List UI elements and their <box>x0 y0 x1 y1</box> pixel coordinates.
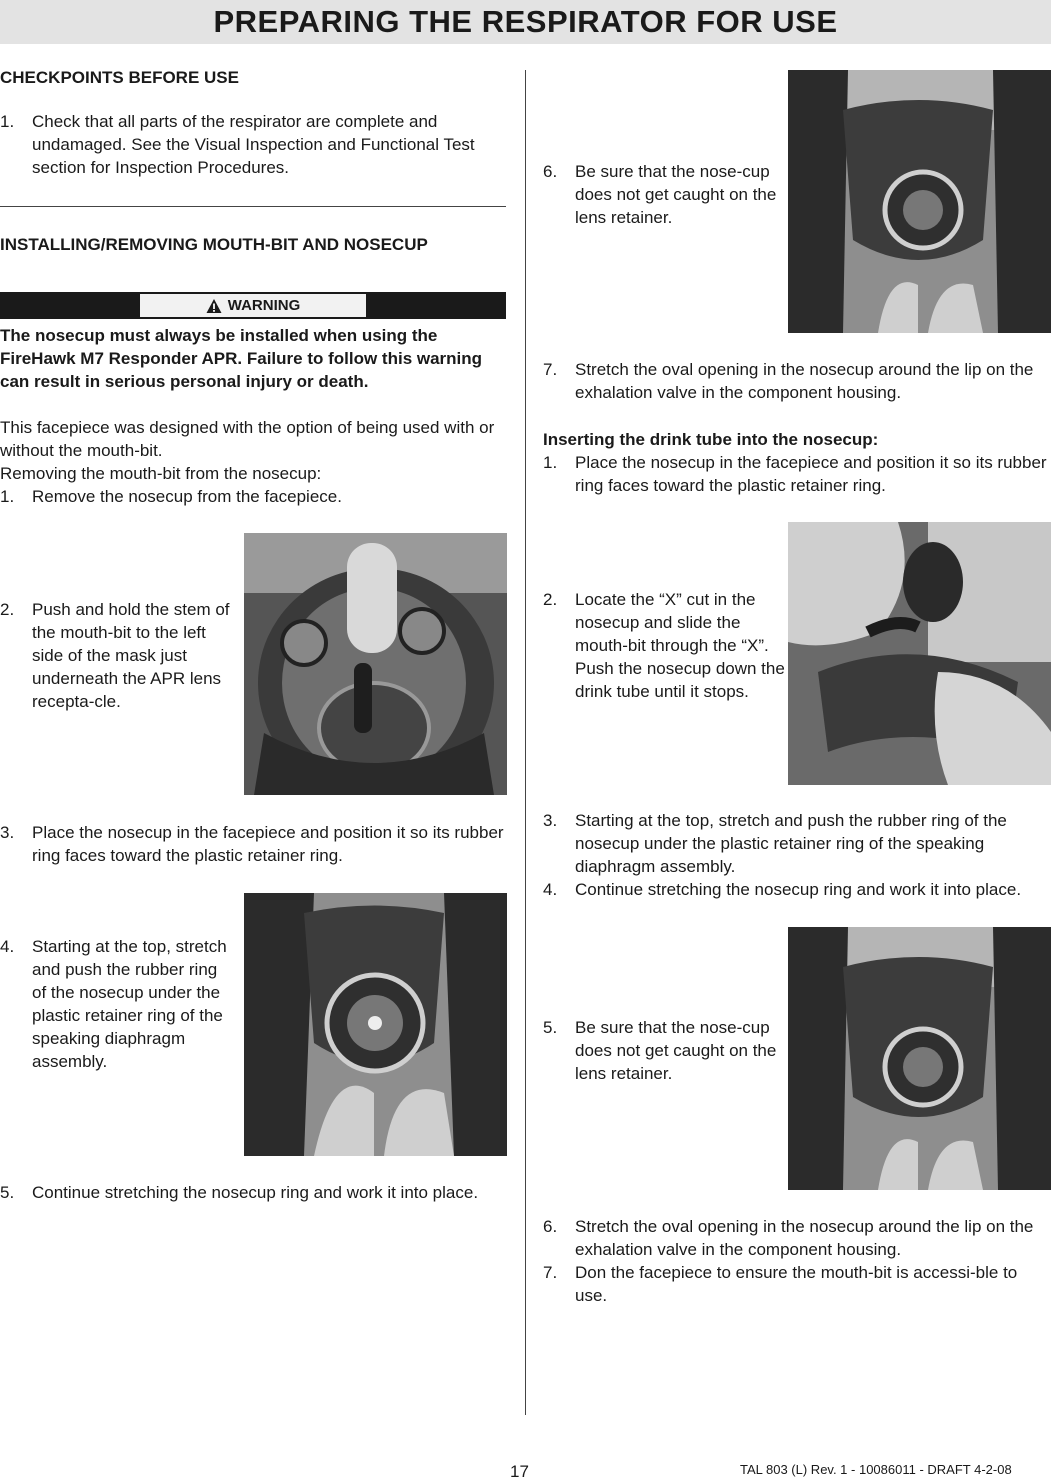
item-text: Locate the “X” cut in the nosecup and slide the mouth-bit through the “X”. Push the nosecup down the drink tube until it stops. <box>575 590 785 701</box>
item-text: Push and hold the stem of the mouth-bit to the left side of the mask just underneath the APR lens recepta-cle. <box>32 600 230 711</box>
installing-heading: INSTALLING/REMOVING MOUTH-BIT AND NOSECUP <box>0 235 428 254</box>
intro-subheading: Removing the mouth-bit from the nosecup: <box>0 464 322 483</box>
page-title: PREPARING THE RESPIRATOR FOR USE <box>213 4 838 39</box>
item-text: Don the facepiece to ensure the mouth-bit is accessi-ble to use. <box>575 1263 1018 1305</box>
item-text: Be sure that the nose-cup does not get caught on the lens retainer. <box>575 162 777 227</box>
item-number: 2. <box>543 590 558 609</box>
step-item <box>543 1261 1051 1307</box>
step-item <box>543 451 1051 497</box>
item-text: Continue stretching the nosecup ring and work it into place. <box>575 880 1022 899</box>
page-number: 17 <box>510 1462 529 1481</box>
item-text: Starting at the top, stretch and push the rubber ring of the nosecup under the plastic retainer ring of the speaking diaphragm assembly. <box>575 811 1007 876</box>
step-item <box>543 358 1051 404</box>
item-text: Stretch the oval opening in the nosecup around the lip on the exhalation valve in the component housing. <box>575 360 1034 402</box>
item-number: 1. <box>543 453 558 472</box>
item-number: 3. <box>543 811 558 830</box>
item-text: Starting at the top, stretch and push the rubber ring of the nosecup under the plastic retainer ring of the speaking diaphragm assembly. <box>32 937 227 1071</box>
item-number: 3. <box>0 823 15 842</box>
title-banner <box>0 0 1051 44</box>
item-text: Be sure that the nose-cup does not get caught on the lens retainer. <box>575 1018 777 1083</box>
item-text: Continue stretching the nosecup ring and work it into place. <box>32 1183 479 1202</box>
step-item <box>0 598 230 713</box>
item-number: 6. <box>543 162 558 181</box>
item-number: 7. <box>543 360 558 379</box>
lens-retainer-photo <box>788 70 1051 333</box>
step-item <box>543 1215 1051 1261</box>
item-text: Stretch the oval opening in the nosecup around the lip on the exhalation valve in the component housing. <box>575 1217 1034 1259</box>
item-text: Place the nosecup in the facepiece and position it so its rubber ring faces toward the plastic retainer ring. <box>575 453 1047 495</box>
document-id: TAL 803 (L) Rev. 1 - 10086011 - DRAFT 4-2-08 <box>740 1462 1012 1477</box>
item-number: 4. <box>0 937 15 956</box>
item-number: 5. <box>543 1018 558 1037</box>
nosecup-ring-photo <box>244 893 507 1156</box>
step-item <box>0 821 506 867</box>
step-item <box>0 485 506 508</box>
warning-triangle-icon <box>206 298 222 314</box>
step-item <box>543 1016 783 1085</box>
item-number: 2. <box>0 600 15 619</box>
step-item <box>543 809 1051 878</box>
checkpoint-item <box>0 110 506 179</box>
warning-label-text: WARNING <box>227 297 301 314</box>
warning-text: The nosecup must always be installed when using the FireHawk M7 Responder APR. Failure to follow this warning can result in serious personal injury or death. <box>0 326 483 391</box>
intro-text: This facepiece was designed with the option of being used with or without the mouth-bit. <box>0 418 495 460</box>
drink-tube-photo <box>788 522 1051 785</box>
step-item <box>543 160 783 229</box>
item-number: 6. <box>543 1217 558 1236</box>
item-text: Check that all parts of the respirator are complete and undamaged. See the Visual Inspection and Functional Test section for Inspection Procedures. <box>32 112 475 177</box>
step-item <box>543 588 788 703</box>
step-item <box>0 1181 506 1204</box>
column-divider <box>525 70 526 1415</box>
step-item <box>543 878 1051 901</box>
step-item <box>0 935 230 1073</box>
nosecup-retainer-photo <box>788 927 1051 1190</box>
item-number: 4. <box>543 880 558 899</box>
item-number: 1. <box>0 112 15 131</box>
checkpoints-heading: CHECKPOINTS BEFORE USE <box>0 68 239 87</box>
mouth-bit-photo <box>244 533 507 795</box>
item-number: 7. <box>543 1263 558 1282</box>
item-text: Remove the nosecup from the facepiece. <box>32 487 342 506</box>
section-rule <box>0 206 506 207</box>
drink-tube-heading: Inserting the drink tube into the nosecup: <box>543 430 879 449</box>
item-number: 1. <box>0 487 15 506</box>
item-text: Place the nosecup in the facepiece and position it so its rubber ring faces toward the plastic retainer ring. <box>32 823 504 865</box>
warning-label <box>140 294 366 317</box>
item-number: 5. <box>0 1183 15 1202</box>
